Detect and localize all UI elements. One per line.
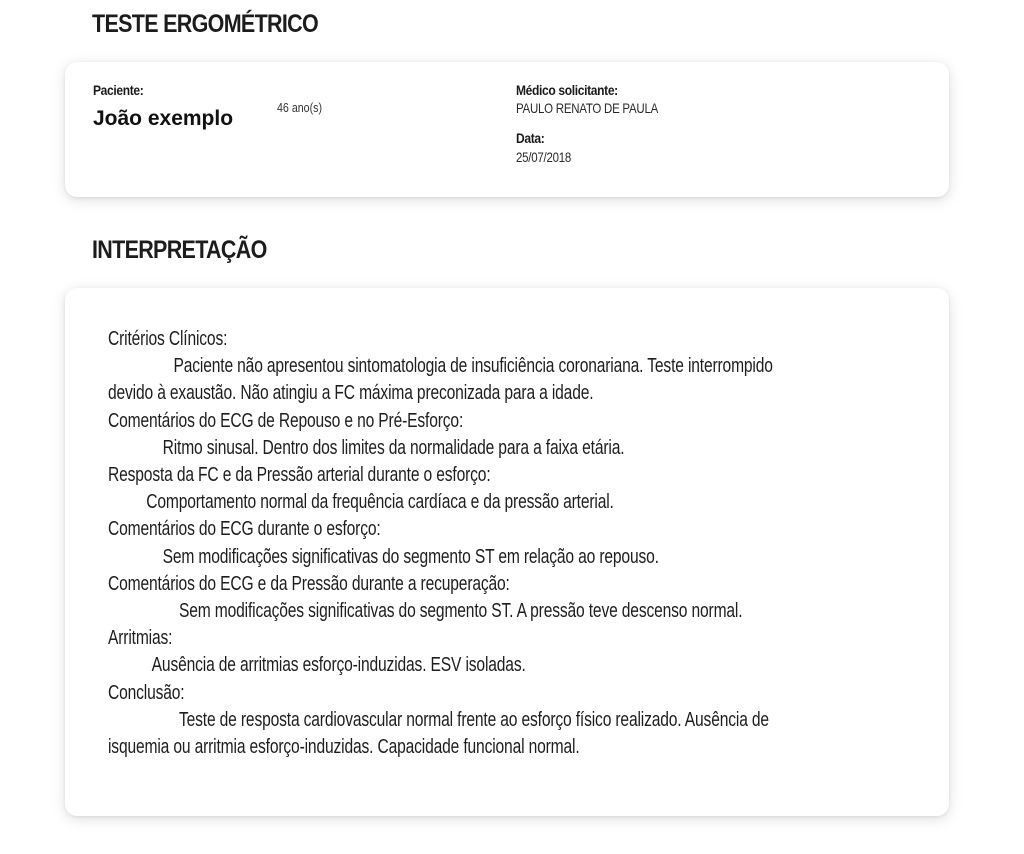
- doctor-name: PAULO RENATO DE PAULA: [516, 100, 659, 116]
- date-label: Data:: [516, 130, 545, 146]
- interp-line: devido à exaustão. Não atingiu a FC máxima preconizada para a idade.: [108, 382, 594, 405]
- interp-line: Critérios Clínicos:: [108, 328, 228, 350]
- doctor-label: Médico solicitante:: [516, 82, 618, 98]
- interp-line: Ritmo sinusal. Dentro dos limites da normalidade para a faixa etária.: [162, 436, 625, 459]
- interpretation-card: [65, 288, 949, 816]
- interp-line: Sem modificações significativas do segmento ST. A pressão teve descenso normal.: [178, 600, 743, 623]
- interp-line: Paciente não apresentou sintomatologia de insuficiência coronariana. Teste interrompido: [173, 355, 773, 378]
- interp-line: Conclusão:: [108, 681, 185, 704]
- interp-line: Sem modificações significativas do segmento ST em relação ao repouso.: [162, 545, 659, 568]
- interp-line: Arritmias:: [108, 627, 173, 650]
- patient-label: Paciente:: [93, 82, 144, 98]
- interpretation-title: INTERPRETAÇÃO: [92, 236, 267, 264]
- date-value: 25/07/2018: [516, 149, 572, 165]
- patient-age: 46 ano(s): [277, 100, 323, 115]
- interp-line: isquemia ou arritmia esforço-induzidas. Capacidade funcional normal.: [108, 736, 580, 759]
- interp-line: Teste de resposta cardiovascular normal frente ao esforço físico realizado. Ausência de: [178, 708, 769, 731]
- interp-line: Comentários do ECG de Repouso e no Pré-Esforço:: [108, 409, 464, 432]
- interp-line: Comentários do ECG durante o esforço:: [108, 518, 381, 541]
- report-title: TESTE ERGOMÉTRICO: [92, 10, 319, 38]
- patient-name: João exemplo: [93, 107, 234, 130]
- interp-line: Comportamento normal da frequência cardíaca e da pressão arterial.: [146, 491, 614, 514]
- patient-info-card: [65, 62, 949, 197]
- interp-line: Comentários do ECG e da Pressão durante a recuperação:: [108, 572, 510, 595]
- interp-line: Resposta da FC e da Pressão arterial durante o esforço:: [108, 464, 491, 487]
- interp-line: Ausência de arritmias esforço-induzidas. ESV isoladas.: [151, 654, 526, 677]
- interpretation-text: [108, 326, 928, 761]
